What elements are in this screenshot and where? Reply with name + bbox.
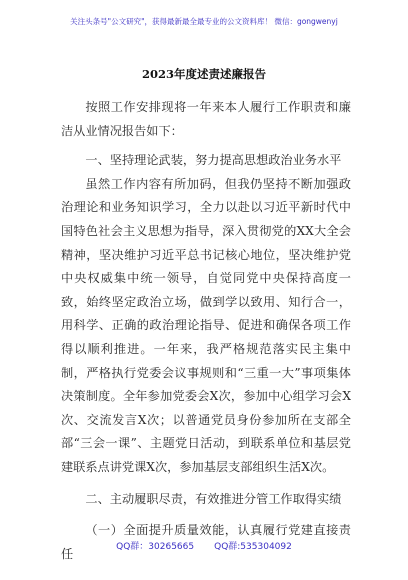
section-heading-1: 一、坚持理论武装，努力提高思想政治业务水平 [85,153,342,168]
document-body [61,96,351,566]
footer-qq-group-1: QQ群：30265665 [116,542,195,552]
header-note: 关注头条号"公文研究"，获得最新最全最专业的公文资料库！ 微信：gongwenyj [70,17,338,26]
footer-qq-group-2: QQ群:535304092 [214,542,292,552]
intro-paragraph: 按照工作安排现将一年来本人履行工作职责和廉洁从业情况报告如下： [61,100,351,138]
body-paragraph: 虽然工作内容有所加码，但我仍坚持不断加强政治理论和业务知识学习，全力以赴以习近平新时代中国特色社会主义思想为指导，深入贯彻党的XX大全会精神，坚决维护习近平总书记核心地位，坚决维护党中央权威集中统一领导，自觉同党中央保持高度一致，始终坚定政治立场，做到学以致用、知行合一，用科学、正确的政治理论指导、促进和确保各项工作得以顺利推进。一年来，我严格规范落实民主集中制，严格执行党委会议事规则和“三重一大”事项集体决策制度。全年参加党委会X次，参加中心组学习会X次、交流发言X次；以普通党员身份参加所在支部全部“三会一课”、主题党日活动，到联系单位和基层党建联系点讲党课X次，参加基层支部组织生活X次。 [61,176,351,474]
document-title: 2023年度述责述廉报告 [141,67,266,81]
subsection-heading: （一）全面提升质量效能，认真履行党建直接责任 [61,523,351,561]
footer [0,539,408,552]
section-heading-2: 二、主动履职尽责，有效推进分管工作取得实绩 [85,491,342,506]
